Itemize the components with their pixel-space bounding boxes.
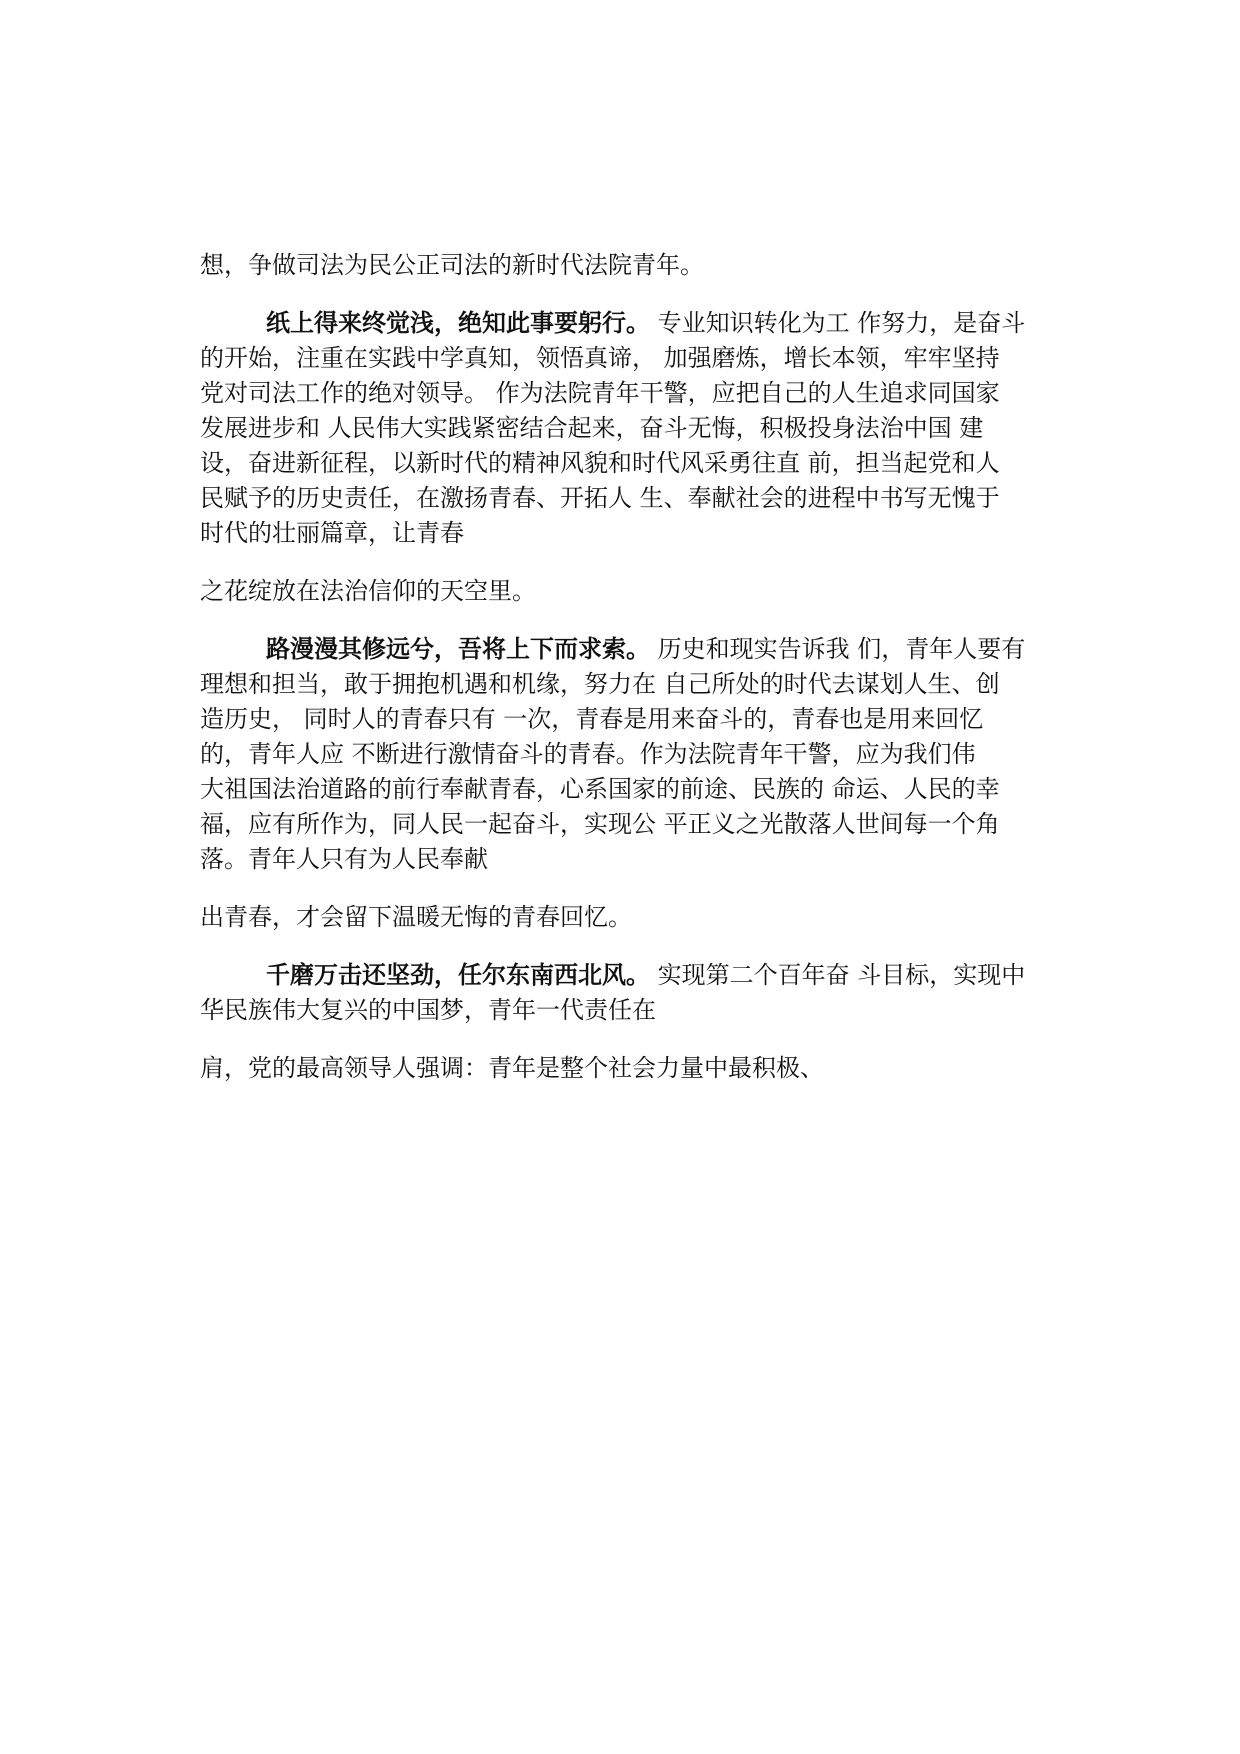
text-line: 的，青年人应 不断进行激情奋斗的青春。作为法院青年干警，应为我们伟: [200, 740, 976, 768]
paragraph-first-line: [266, 634, 1025, 664]
paragraph-first-line: [266, 308, 1025, 338]
text-line: 福，应有所作为，同人民一起奋斗，实现公 平正义之光散落人世间每一个角: [200, 810, 1000, 838]
paragraph-text: 实现第二个百年奋 斗目标，实现中: [657, 961, 1026, 989]
text-line: 想，争做司法为民公正司法的新时代法院青年。: [200, 251, 704, 279]
text-line: 民赋予的历史责任，在激扬青春、开拓人 生、奉献社会的进程中书写无愧于: [200, 484, 1000, 512]
text-line: 肩，党的最高领导人强调：青年是整个社会力量中最积极、: [200, 1054, 824, 1082]
paragraph-lead: 纸上得来终觉浅，绝知此事要躬行。: [266, 309, 650, 337]
text-line: 大祖国法治道路的前行奉献青春，心系国家的前途、民族的 命运、人民的幸: [200, 775, 1000, 803]
text-line: 落。青年人只有为人民奉献: [200, 845, 488, 873]
paragraph-lead: 千磨万击还坚劲，任尔东南西北风。: [266, 961, 650, 989]
paragraph-first-line: [266, 960, 1025, 990]
text-line: 之花绽放在法治信仰的天空里。: [200, 577, 536, 605]
text-line: 理想和担当，敢于拥抱机遇和机缘，努力在 自己所处的时代去谋划人生、创: [200, 670, 1000, 698]
paragraph-text: 历史和现实告诉我 们，青年人要有: [657, 635, 1026, 663]
text-line: 设，奋进新征程，以新时代的精神风貌和时代风采勇往直 前，担当起党和人: [200, 449, 1000, 477]
text-line: 发展进步和 人民伟大实践紧密结合起来，奋斗无悔，积极投身法治中国 建: [200, 414, 984, 442]
text-line: 的开始，注重在实践中学真知，领悟真谛， 加强磨炼，增长本领，牢牢坚持: [200, 344, 1000, 372]
text-line: 党对司法工作的绝对领导。 作为法院青年干警，应把自己的人生追求同国家: [200, 379, 1000, 407]
paragraph-lead: 路漫漫其修远兮，吾将上下而求索。: [266, 635, 650, 663]
text-line: 时代的壮丽篇章，让青春: [200, 519, 464, 547]
text-line: 出青春，才会留下温暖无悔的青春回忆。: [200, 903, 632, 931]
text-line: 造历史， 同时人的青春只有 一次，青春是用来奋斗的，青春也是用来回忆: [200, 705, 984, 733]
paragraph-text: 专业知识转化为工 作努力，是奋斗: [657, 309, 1026, 337]
text-line: 华民族伟大复兴的中国梦，青年一代责任在: [200, 996, 656, 1024]
